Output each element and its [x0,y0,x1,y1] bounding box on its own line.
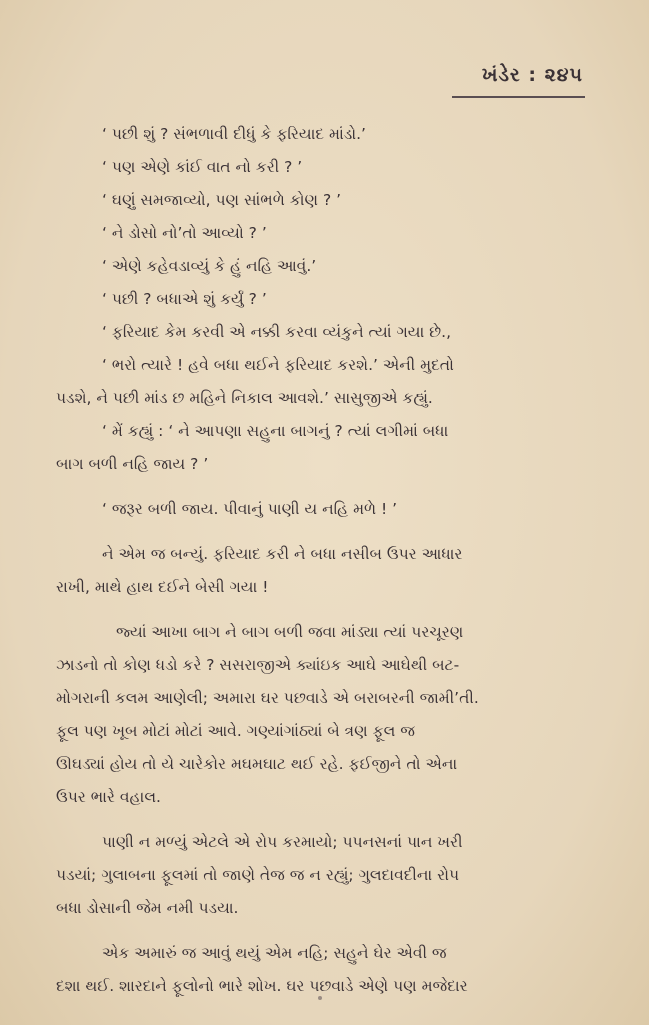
text-line: પાણી ન મળ્યું એટલે એ રોપ કરમાયો; પપનસનાં પાન ખરી [102,833,463,851]
text-line: ‘ એણે કહેવડાવ્યું કે હું નહિ આવું.’ [102,257,317,275]
text-line: ‘ ભરો ત્યારે ! હવે બધા થઈને ફરિયાદ કરશે.’ એની મુદતો [102,356,454,374]
text-line: ‘ ને ડોસો નો’તો આવ્યો ? ’ [102,224,267,242]
text-line: ‘ મેં કહ્યું : ‘ ને આપણા સહુના બાગનું ? ત્યાં લગીમાં બધા [102,422,449,440]
text-line: બાગ બળી નહિ જાય ? ’ [56,455,209,473]
text-line: પડયાં; ગુલાબના ફૂલમાં તો જાણે તેજ જ ન રહ્યું; ગુલદાવદીના રોપ [56,866,460,884]
text-line: ‘ જરૂર બળી જાય. પીવાનું પાણી ય નહિ મળે ! ’ [102,500,398,518]
text-line: ફૂલ પણ ખૂબ મોટાં મોટાં આવે. ગણ્યાંગાંઠ્યાં બે ત્રણ ફૂલ જ [56,722,415,740]
text-line: ઝાડનો તો કોણ ધડો કરે ? સસરાજીએ ક્યાંઇક આઘે આઘેથી બટ- [56,656,460,674]
text-line: ઉપર ભારે વહાલ. [56,788,161,806]
text-line: રાખી, માથે હાથ દઈને બેસી ગયા ! [56,578,269,596]
text-line: દશા થઈ. શારદાને ફૂલોનો ભારે શોખ. ઘર પછવાડે એણે પણ મજેદાર [56,977,468,995]
page-dot [318,996,322,1000]
text-line: ‘ પછી ? બધાએ શું કર્યું ? ’ [102,290,267,308]
text-line: મોગરાની કલમ આણેલી; અમારા ઘર પછવાડે એ બરાબરની જામી’તી. [56,689,479,707]
text-line: એક અમારું જ આવું થયું એમ નહિ; સહુને ઘેર એવી જ [102,944,447,962]
text-line: જ્યાં આખા બાગ ને બાગ બળી જવા માંડ્યા ત્યાં પરચૂરણ [116,623,464,641]
text-line: ઊઘડ્યાં હોય તો યે ચારેકોર મઘમઘાટ થઈ રહે. ફઈજીને તો એના [56,755,458,773]
page-header: ખંડેર : ૨૪૫ [452,64,585,98]
text-line: ‘ ઘણું સમજાવ્યો, પણ સાંભળે કોણ ? ’ [102,191,342,209]
text-line: પડશે, ને પછી માંડ છ મહિને નિકાલ આવશે.’ સાસુજીએ કહ્યું. [56,389,433,407]
text-line: ‘ ફરિયાદ કેમ કરવી એ નક્કી કરવા વ્યંકુને ત્યાં ગયા છે., [102,323,452,341]
text-line: ‘ પણ એણે કાંઈ વાત નો કરી ? ’ [102,158,303,176]
text-line: ને એમ જ બન્યું. ફરિયાદ કરી ને બધા નસીબ ઉપર આધાર [102,545,463,563]
text-line: ‘ પછી શું ? સંભળાવી દીધું કે ફરિયાદ માંડો.’ [102,125,366,143]
page-body [56,118,598,1003]
text-line: બધા ડોસાની જેમ નમી પડયા. [56,899,239,917]
